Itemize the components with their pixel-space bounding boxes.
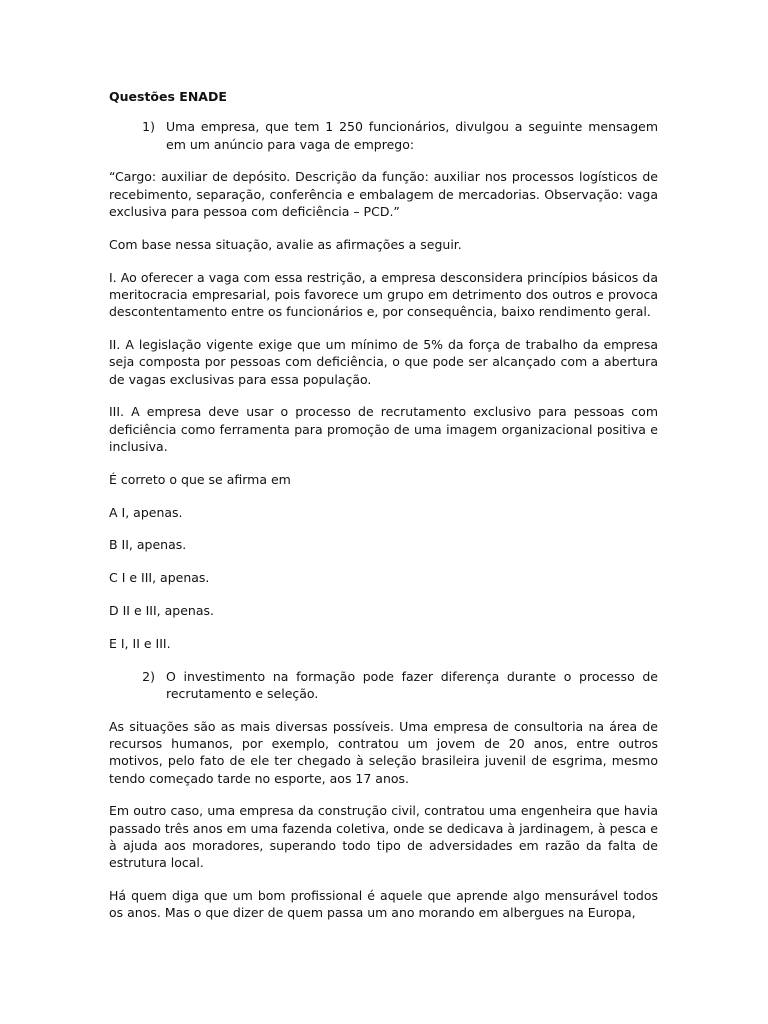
question-2-header	[109, 668, 658, 703]
question-1-instruction: Com base nessa situação, avalie as afirmações a seguir.	[109, 236, 462, 252]
question-2-number: 2)	[142, 668, 155, 684]
option-b: B II, apenas.	[109, 537, 187, 553]
question-2-paragraph-3: Há quem diga que um bom profissional é aquele que aprende algo mensurável todos os anos. Mas o que dizer de quem passa um ano morando em albergues na Europa,	[109, 888, 658, 921]
question-2-prompt: O investimento na formação pode fazer diferença durante o processo de recrutamento e seleção.	[166, 668, 658, 701]
question-1-statement-3: III. A empresa deve usar o processo de recrutamento exclusivo para pessoas com deficiência como ferramenta para promoção de uma imagem organizacional positiva e inclusiva.	[109, 404, 658, 454]
question-1-prompt: Uma empresa, que tem 1 250 funcionários, divulgou a seguinte mensagem em um anúncio para vaga de emprego:	[166, 119, 658, 152]
question-1-number: 1)	[142, 119, 155, 135]
document-title: Questões ENADE	[109, 89, 227, 104]
question-1-quote: “Cargo: auxiliar de depósito. Descrição da função: auxiliar nos processos logísticos de recebimento, separação, conferência e embalagem de mercadorias. Observação: vaga exclusiva para pessoa com deficiência – PCD.”	[109, 169, 658, 219]
question-1-ask: É correto o que se afirma em	[109, 471, 291, 487]
option-e: E I, II e III.	[109, 635, 171, 651]
option-d: D II e III, apenas.	[109, 602, 214, 618]
question-2-paragraph-1: As situações são as mais diversas possíveis. Uma empresa de consultoria na área de recursos humanos, por exemplo, contratou um jovem de 20 anos, entre outros motivos, pelo fato de ele ter chegado à seleção brasileira juvenil de esgrima, mesmo tendo começado tarde no esporte, aos 17 anos.	[109, 718, 658, 786]
question-1-statement-2: II. A legislação vigente exige que um mínimo de 5% da força de trabalho da empresa seja composta por pessoas com deficiência, o que pode ser alcançado com a abertura de vagas exclusivas para essa população.	[109, 336, 658, 387]
question-1-header	[109, 118, 658, 153]
option-a: A I, apenas.	[109, 504, 183, 520]
option-c: C I e III, apenas.	[109, 570, 210, 586]
document-page	[109, 88, 658, 922]
question-1-statement-1: I. Ao oferecer a vaga com essa restrição, a empresa desconsidera princípios básicos da meritocracia empresarial, pois favorece um grupo em detrimento dos outros e provoca descontentamento entre os funcionários e, por consequência, baixo rendimento geral.	[109, 269, 658, 320]
question-2-paragraph-2: Em outro caso, uma empresa da construção civil, contratou uma engenheira que havia passado três anos em uma fazenda coletiva, onde se dedicava à jardinagem, à pesca e à ajuda aos moradores, superando todo tipo de adversidades em razão da falta de estrutura local.	[109, 803, 658, 871]
